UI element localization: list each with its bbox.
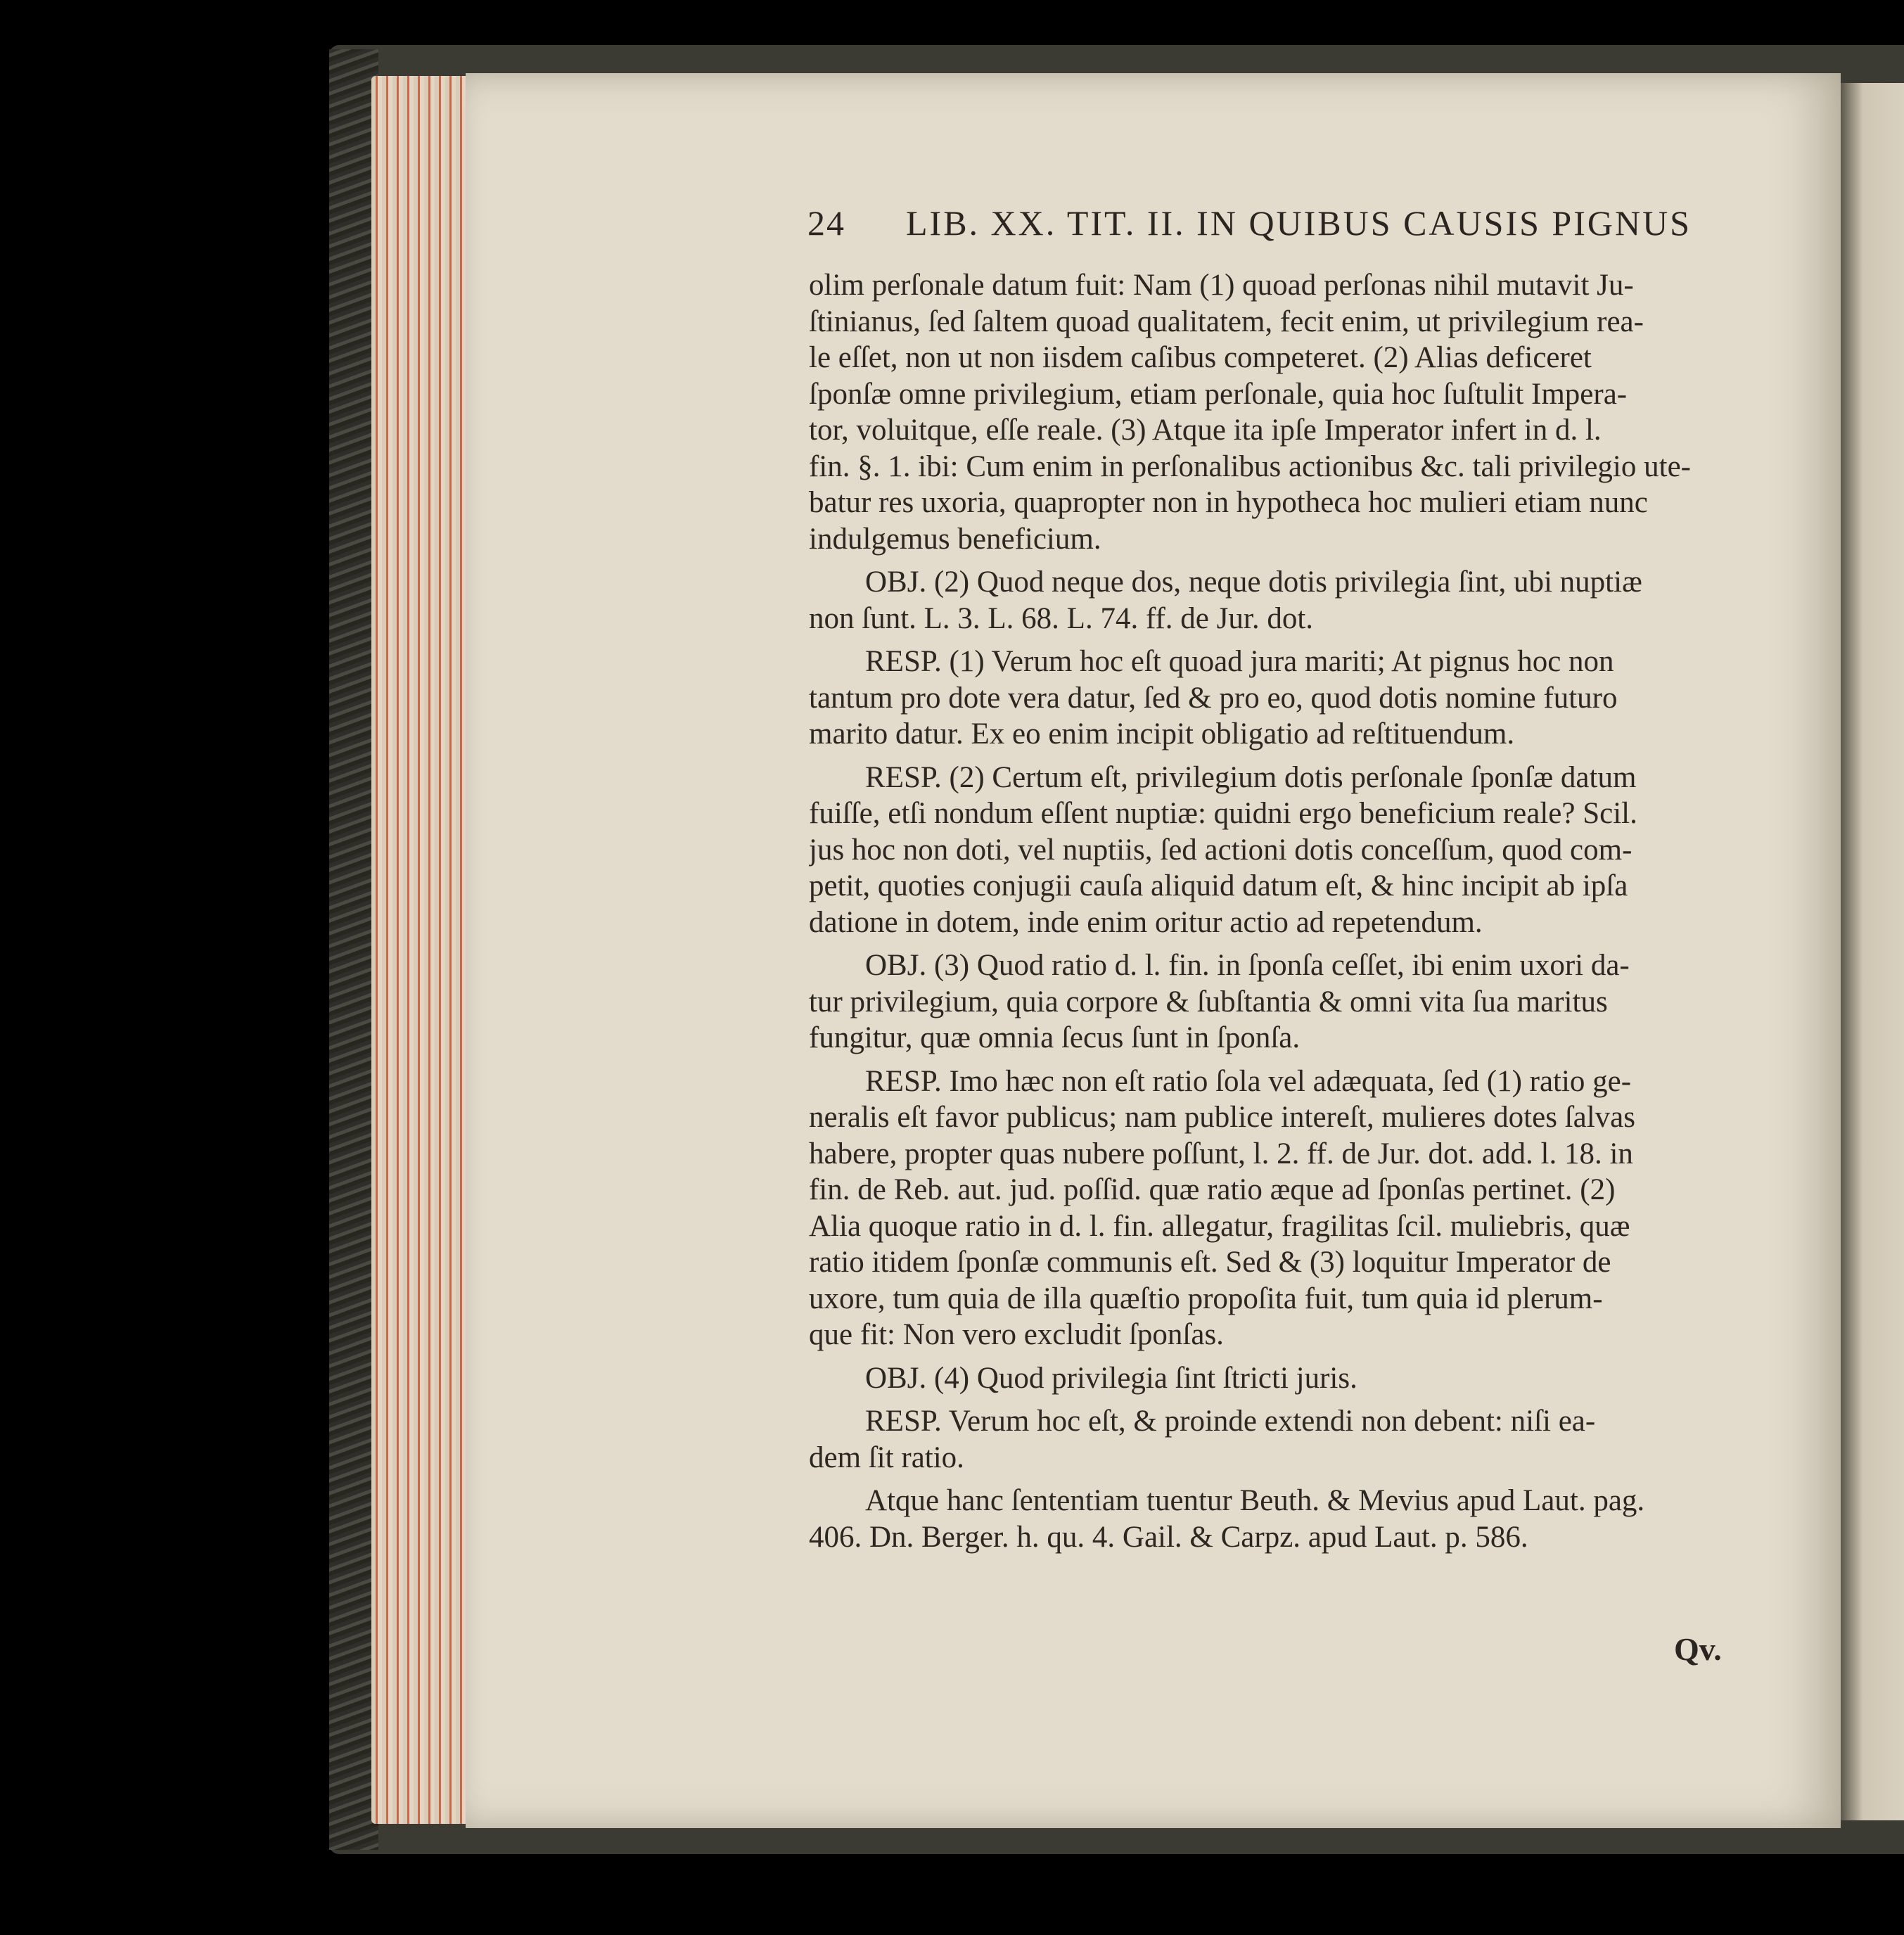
text-line: dem ſit ratio. — [809, 1441, 964, 1474]
text-line: Atque hanc ſententiam tuentur Beuth. & Mevius apud Laut. pag. — [865, 1484, 1645, 1517]
text-line: batur res uxoria, quapropter non in hypotheca hoc mulieri etiam nunc — [809, 486, 1648, 519]
text-line: olim perſonale datum fuit: Nam (1) quoad perſonas nihil mutavit Ju- — [809, 269, 1634, 302]
text-line: RESP. (1) Verum hoc eſt quoad jura mariti; At pignus hoc non — [865, 645, 1614, 678]
page-header — [807, 203, 1692, 252]
text-line: petit, quoties conjugii cauſa aliquid datum eſt, & hinc incipit ab ipſa — [809, 869, 1628, 902]
text-line: fungitur, quæ omnia ſecus ſunt in ſponſa. — [809, 1021, 1301, 1054]
text-line: habere, propter quas nubere poſſunt, l. 2. ff. de Jur. dot. add. l. 18. in — [809, 1137, 1633, 1170]
text-line: OBJ. (4) Quod privilegia ſint ſtricti juris. — [865, 1361, 1357, 1395]
text-line: le eſſet, non ut non iisdem caſibus competeret. (2) Alias deficeret — [809, 341, 1592, 374]
text-line: indulgemus beneficium. — [809, 522, 1101, 556]
text-line: jus hoc non doti, vel nuptiis, ſed actioni dotis conceſſum, quod com- — [809, 833, 1633, 867]
text-line: OBJ. (2) Quod neque dos, neque dotis privilegia ſint, ubi nuptiæ — [865, 566, 1642, 599]
text-line: RESP. (2) Certum eſt, privilegium dotis perſonale ſponſæ datum — [865, 760, 1637, 794]
text-line: datione in dotem, inde enim oritur actio ad repetendum. — [809, 905, 1483, 939]
text-line: ſtinianus, ſed ſaltem quoad qualitatem, fecit enim, ut privilegium rea- — [809, 305, 1644, 338]
text-line: 406. Dn. Berger. h. qu. 4. Gail. & Carpz. apud Laut. p. 586. — [809, 1520, 1528, 1554]
text-line: non ſunt. L. 3. L. 68. L. 74. ff. de Jur. dot. — [809, 601, 1314, 635]
page-number: 24 — [807, 203, 845, 243]
text-line: fuiſſe, etſi nondum eſſent nuptiæ: quidni ergo beneficium reale? Scil. — [809, 797, 1637, 830]
text-line: fin. §. 1. ibi: Cum enim in perſonalibus actionibus &c. tali privilegio ute- — [809, 449, 1691, 483]
text-line: tur privilegium, quia corpore & ſubſtantia & omni vita ſua maritus — [809, 985, 1608, 1018]
text-line: OBJ. (3) Quod ratio d. l. fin. in ſponſa ceſſet, ibi enim uxori da- — [865, 949, 1630, 982]
text-line: fin. de Reb. aut. jud. poſſid. quæ ratio æque ad ſponſas pertinet. (2) — [809, 1173, 1616, 1206]
text-line: ratio itidem ſponſæ communis eſt. Sed & (3) loquitur Imperator de — [809, 1246, 1611, 1279]
running-head: LIB. XX. TIT. II. IN QUIBUS CAUSIS PIGNUS — [906, 203, 1692, 243]
body-text — [809, 267, 1706, 1555]
text-line: Alia quoque ratio in d. l. fin. allegatur, fragilitas ſcil. muliebris, quæ — [809, 1209, 1630, 1243]
text-line: uxore, tum quia de illa quæſtio propoſita fuit, tum quia id plerum- — [809, 1282, 1603, 1315]
text-line: neralis eſt favor publicus; nam publice intereſt, mulieres dotes ſalvas — [809, 1101, 1635, 1134]
text-line: RESP. Verum hoc eſt, & proinde extendi non debent: niſi ea- — [865, 1405, 1596, 1438]
text-line: RESP. Imo hæc non eſt ratio ſola vel adæquata, ſed (1) ratio ge- — [865, 1064, 1632, 1098]
catchword: Qv. — [1674, 1631, 1722, 1667]
text-line: marito datur. Ex eo enim incipit obligatio ad reſtituendum. — [809, 717, 1515, 751]
text-line: tor, voluitque, eſſe reale. (3) Atque ita ipſe Imperator infert in d. l. — [809, 414, 1602, 447]
text-line: tantum pro dote vera datur, ſed & pro eo, quod dotis nomine futuro — [809, 681, 1618, 715]
facing-page-edge — [1841, 83, 1904, 1820]
page-fore-edges — [371, 76, 470, 1824]
text-line: que fit: Non vero excludit ſponſas. — [809, 1318, 1224, 1351]
text-line: ſponſæ omne privilegium, etiam perſonale, quia hoc ſuſtulit Impera- — [809, 377, 1628, 411]
